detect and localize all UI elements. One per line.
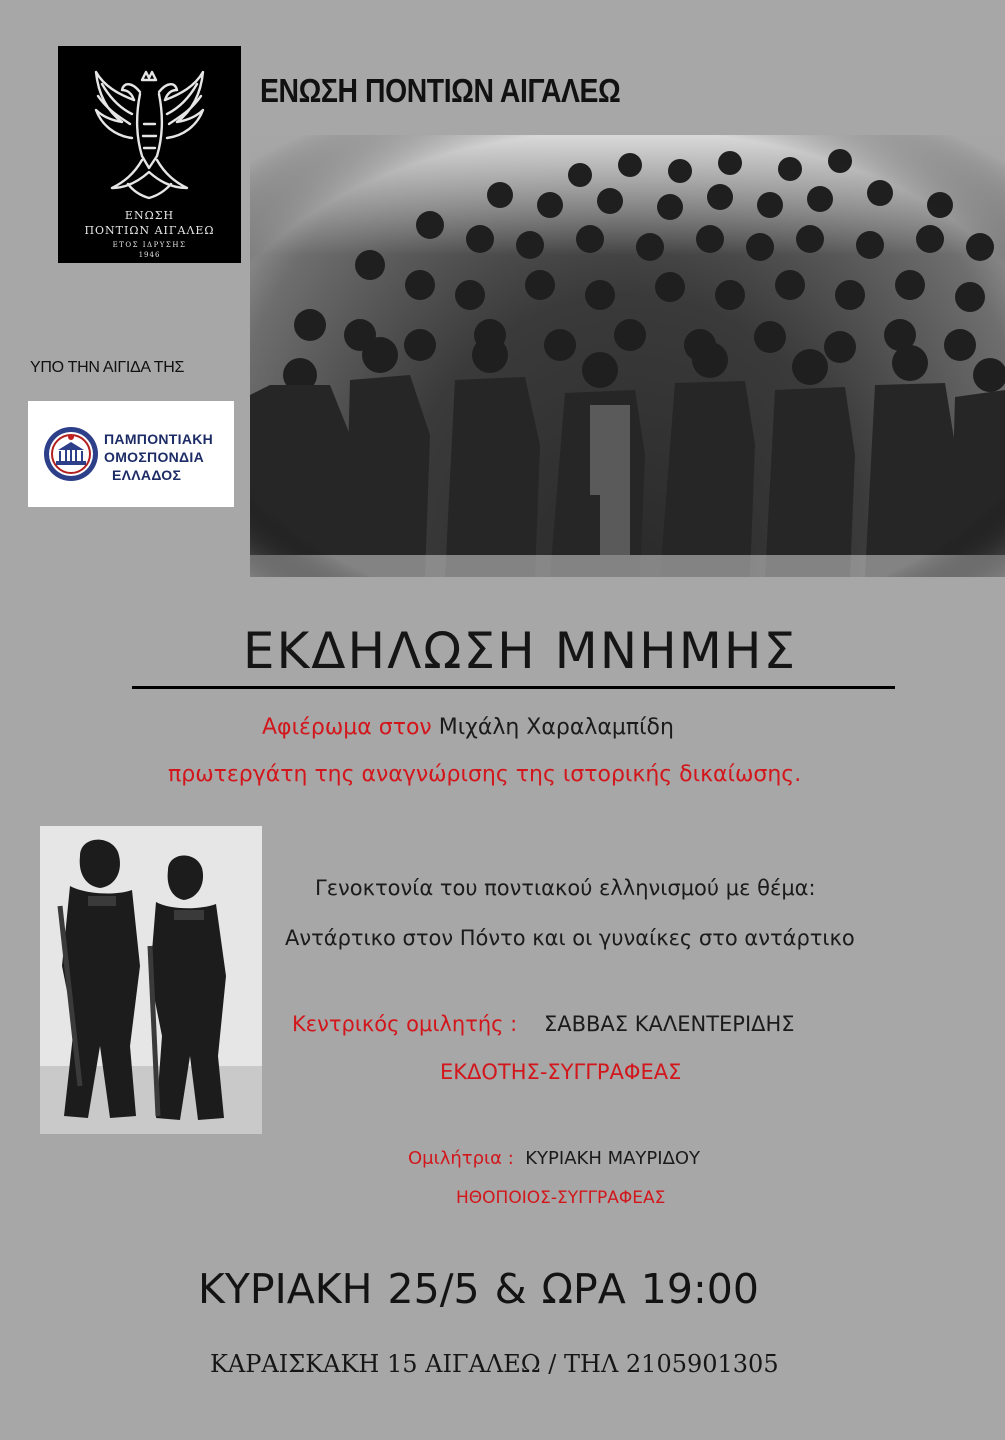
speaker-label: Ομιλήτρια : bbox=[408, 1148, 514, 1169]
aegis-caption: ΥΠΟ ΤΗΝ ΑΙΓΙΔΑ ΤΗΣ bbox=[30, 359, 185, 376]
event-address-phone: ΚΑΡΑΙΣΚΑΚΗ 15 ΑΙΓΑΛΕΩ / ΤΗΛ 2105901305 bbox=[210, 1350, 779, 1378]
title-underline bbox=[132, 686, 895, 689]
federation-name-line-3: ΕΛΛΑΔΟΣ bbox=[112, 467, 182, 483]
speaker-name: ΚΥΡΙΑΚΗ ΜΑΥΡΙΔΟΥ bbox=[525, 1148, 701, 1169]
speaker-line bbox=[408, 1148, 700, 1169]
topic-line-2: Αντάρτικο στον Πόντο και οι γυναίκες στο αντάρτικο bbox=[285, 926, 855, 950]
federation-name-line-2: ΟΜΟΣΠΟΝΔΙΑ bbox=[104, 449, 205, 465]
topic-line-1: Γενοκτονία του ποντιακού ελληνισμού με θέμα: bbox=[315, 876, 816, 900]
speaker-role: ΗΘΟΠΟΙΟΣ-ΣΥΓΓΡΑΦΕΑΣ bbox=[456, 1188, 666, 1208]
federation-logo bbox=[28, 401, 234, 507]
logo-text-line-4: 1946 bbox=[138, 251, 161, 259]
double-headed-eagle-icon bbox=[88, 64, 211, 204]
historic-fighters-photo bbox=[250, 135, 1005, 577]
organization-logo bbox=[58, 46, 241, 263]
dedication-line bbox=[262, 715, 674, 740]
keynote-label: Κεντρικός ομιλητής : bbox=[292, 1012, 518, 1036]
pioneer-line: πρωτεργάτη της αναγνώρισης της ιστορικής δικαίωσης. bbox=[168, 762, 802, 787]
dedication-name: Μιχάλη Χαραλαμπίδη bbox=[438, 715, 674, 740]
federation-name-line-1: ΠΑΜΠΟΝΤΙΑΚΗ bbox=[104, 431, 214, 447]
keynote-speaker-line bbox=[292, 1012, 795, 1036]
dedication-prefix: Αφιέρωμα στον bbox=[262, 715, 432, 740]
event-title: ΕΚΔΗΛΩΣΗ ΜΝΗΜΗΣ bbox=[242, 622, 798, 680]
keynote-name: ΣΑΒΒΑΣ ΚΑΛΕΝΤΕΡΙΔΗΣ bbox=[543, 1012, 795, 1036]
logo-text-line-1: ΕΝΩΣΗ bbox=[124, 209, 175, 222]
organization-title: ΕΝΩΣΗ ΠΟΝΤΙΩΝ ΑΙΓΑΛΕΩ bbox=[260, 72, 621, 109]
federation-emblem-icon bbox=[42, 423, 100, 485]
event-date-time: ΚΥΡΙΑΚΗ 25/5 & ΩΡΑ 19:00 bbox=[198, 1265, 759, 1313]
women-fighters-photo bbox=[40, 826, 262, 1134]
logo-text-line-2: ΠΟΝΤΙΩΝ ΑΙΓΑΛΕΩ bbox=[84, 224, 215, 237]
logo-text-line-3: ΕΤΟΣ ΙΔΡΥΣΗΣ bbox=[112, 241, 187, 249]
keynote-role: ΕΚΔΟΤΗΣ-ΣΥΓΓΡΑΦΕΑΣ bbox=[440, 1060, 682, 1084]
